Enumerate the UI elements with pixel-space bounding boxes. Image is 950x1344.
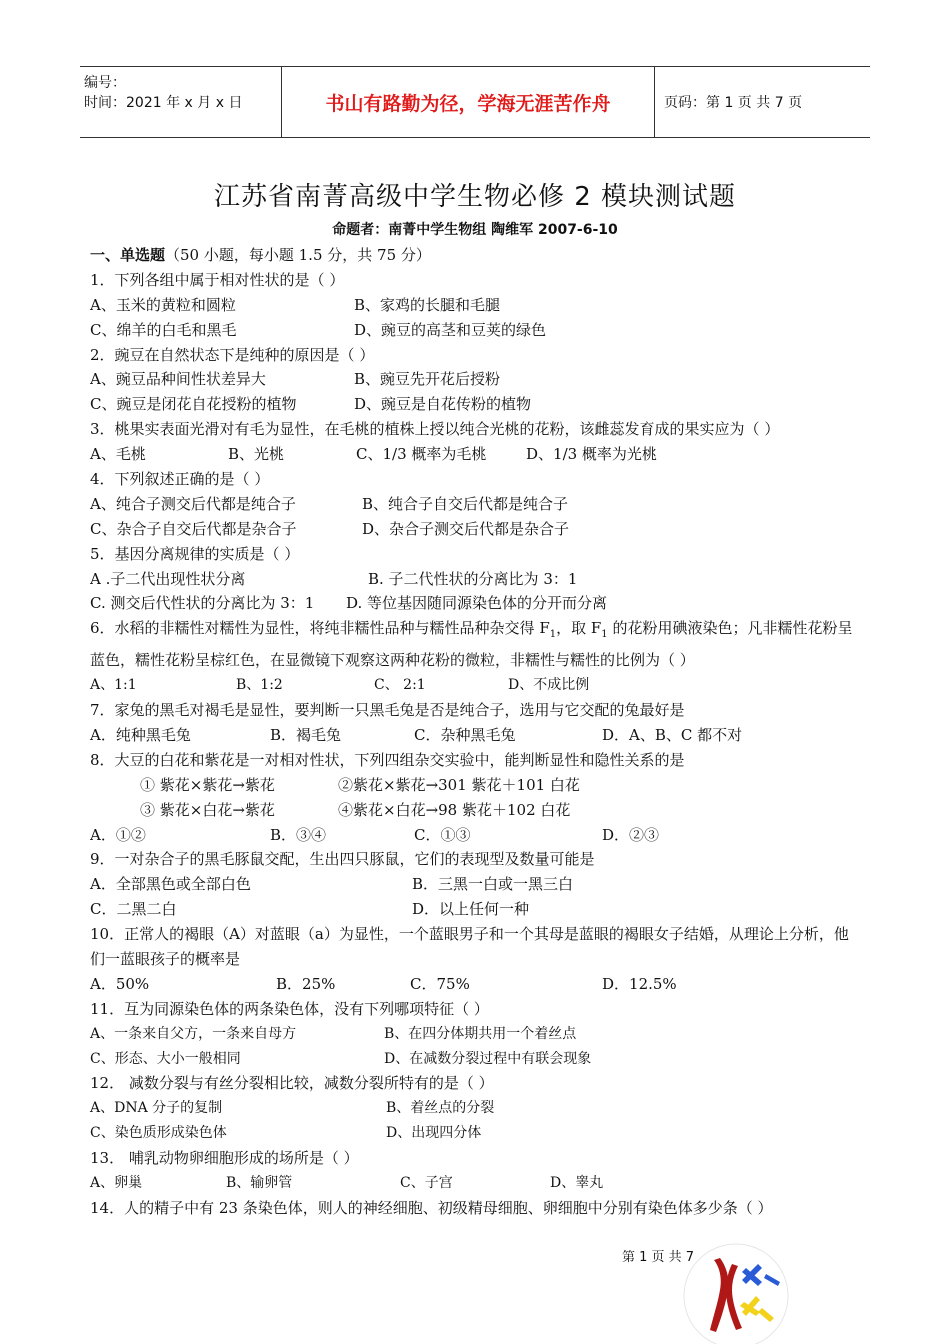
option-d: D、豌豆是自花传粉的植物 (354, 395, 532, 414)
options-row (90, 517, 862, 542)
option-c: C．杂种黑毛兔 (414, 725, 516, 744)
options-row (90, 591, 862, 616)
option-a: A、一条来自父方，一条来自母方 (90, 1025, 297, 1042)
page-info: 页码：第 1 页 共 7 页 (664, 95, 803, 111)
option-a: A .子二代出现性状分离 (90, 569, 246, 588)
options-row (90, 318, 862, 343)
cross-1: ① 紫花×紫花→紫花 (140, 775, 275, 794)
options-row (90, 293, 862, 318)
header-table (80, 66, 870, 138)
options-row (90, 1171, 862, 1196)
option-d: D、豌豆的高茎和豆荚的绿色 (354, 320, 547, 339)
option-b: B、输卵管 (226, 1175, 293, 1192)
option-b: B. 子二代性状的分离比为 3：1 (368, 569, 578, 588)
question-9: 9．一对杂合子的黑毛豚鼠交配，生出四只豚鼠，它们的表现型及数量可能是 (90, 850, 595, 869)
option-c: C、子宫 (400, 1175, 453, 1192)
option-d: D、1/3 概率为光桃 (526, 445, 657, 464)
footer-page-number: 第 1 页 共 7 (622, 1250, 695, 1265)
option-b: B．三黑一白或一黑三白 (412, 875, 574, 894)
options-row (90, 367, 862, 392)
option-b: B、豌豆先开花后授粉 (354, 370, 501, 389)
option-c: C．75% (410, 974, 470, 993)
option-a: A、DNA 分子的复制 (90, 1100, 223, 1117)
question-8: 8．大豆的白花和紫花是一对相对性状，下列四组杂交实验中，能判断显性和隐性关系的是 (90, 750, 685, 769)
number-label: 编号： (84, 75, 126, 91)
option-b: B、着丝点的分裂 (386, 1100, 495, 1117)
option-b: B、1:2 (236, 677, 283, 694)
options-row (90, 492, 862, 517)
question-11: 11．互为同源染色体的两条染色体，没有下列哪项特征（ ） (90, 999, 489, 1018)
option-c: C、染色质形成染色体 (90, 1125, 227, 1142)
chromosome-logo-icon (676, 1238, 792, 1344)
option-b: B、光桃 (228, 445, 285, 464)
question-list (90, 243, 862, 1221)
option-c: C、形态、大小一般相同 (90, 1050, 241, 1067)
option-b: B、在四分体期共用一个着丝点 (384, 1025, 577, 1042)
question-5: 5．基因分离规律的实质是（ ） (90, 544, 300, 563)
option-d: D、在减数分裂过程中有联会现象 (384, 1050, 592, 1067)
options-row (90, 872, 862, 897)
option-a: A．①② (90, 825, 146, 844)
option-a: A、毛桃 (90, 445, 146, 464)
author-line: 命题者：南菁中学生物组 陶维军 2007-6-10 (332, 222, 618, 238)
options-row (90, 442, 862, 467)
option-a: A、豌豆品种间性状差异大 (90, 370, 266, 389)
option-a: A、玉米的黄粒和圆粒 (90, 295, 236, 314)
option-d: D、杂合子测交后代都是杂合子 (362, 519, 570, 538)
option-b: B．25% (276, 974, 336, 993)
options-row (90, 823, 862, 848)
date-label: 时间：2021 年 x 月 x 日 (84, 95, 243, 111)
option-d: D、出现四分体 (386, 1125, 482, 1142)
option-d: D．12.5% (602, 974, 677, 993)
question-7: 7．家兔的黑毛对褐毛是显性，要判断一只黑毛兔是否是纯合子，选用与它交配的兔最好是 (90, 701, 685, 720)
question-4: 4．下列叙述正确的是（ ） (90, 470, 270, 489)
option-c: C、绵羊的白毛和黑毛 (90, 320, 237, 339)
option-b: B．③④ (270, 825, 327, 844)
options-row (90, 1047, 862, 1072)
option-d: D．A、B、C 都不对 (602, 725, 743, 744)
option-a: A、纯合子测交后代都是纯合子 (90, 494, 296, 513)
options-row (90, 723, 862, 748)
question-10: 10．正常人的褐眼（A）对蓝眼（a）为显性，一个蓝眼男子和一个其母是蓝眼的褐眼女子结婚，从理论上分析，他们一蓝眼孩子的概率是 (90, 925, 849, 968)
option-a: A．50% (90, 974, 150, 993)
option-d: D. 等位基因随同源染色体的分开而分离 (346, 594, 608, 613)
option-a: A．纯种黑毛兔 (90, 725, 191, 744)
page-title: 江苏省南菁高级中学生物必修 2 模块测试题 (213, 182, 737, 212)
options-row (90, 567, 862, 592)
question-3: 3．桃果实表面光滑对有毛为显性，在毛桃的植株上授以纯合光桃的花粉，该雌蕊发育成的果实应为（ ） (90, 420, 780, 439)
option-b: B、纯合子自交后代都是纯合子 (362, 494, 569, 513)
option-b: B．褐毛兔 (270, 725, 342, 744)
question-13: 13． 哺乳动物卵细胞形成的场所是（ ） (90, 1149, 359, 1168)
option-c: C、豌豆是闭花自花授粉的植物 (90, 395, 297, 414)
question-6: 6．水稻的非糯性对糯性为显性，将纯非糯性品种与糯性品种杂交得 $F_1$，取 $F_1$ 的花粉用碘液染色；凡非糯性花粉呈蓝色，糯性花粉呈棕红色，在显微镜下观察这两种花粉的微粒，非糯性与糯性的比例为（ ） (90, 619, 853, 670)
cross-4: ④紫花×白花→98 紫花＋102 白花 (338, 800, 571, 819)
option-a: A、1:1 (90, 677, 137, 694)
cross-3: ③ 紫花×白花→紫花 (140, 800, 275, 819)
option-c: C. 测交后代性状的分离比为 3：1 (90, 594, 315, 613)
options-row (90, 1022, 862, 1047)
options-row (90, 392, 862, 417)
option-c: C、杂合子自交后代都是杂合子 (90, 519, 297, 538)
option-a: A、卵巢 (90, 1175, 143, 1192)
options-row (90, 972, 862, 997)
option-a: A．全部黑色或全部白色 (90, 875, 251, 894)
header-info-cell (80, 67, 282, 137)
options-row (90, 1121, 862, 1146)
option-c: C．①③ (414, 825, 471, 844)
option-d: D、不成比例 (508, 677, 590, 694)
options-row (90, 673, 862, 698)
option-d: D．以上任何一种 (412, 900, 530, 919)
question-1: 1．下列各组中属于相对性状的是（ ） (90, 270, 345, 289)
question-2: 2．豌豆在自然状态下是纯种的原因是（ ） (90, 345, 375, 364)
question-14: 14．人的精子中有 23 条染色体，则人的神经细胞、初级精母细胞、卵细胞中分别有染色体多少条（ ） (90, 1198, 773, 1217)
option-c: C、1/3 概率为毛桃 (356, 445, 487, 464)
option-d: D．②③ (602, 825, 660, 844)
option-c: C．二黑二白 (90, 900, 177, 919)
cross-2: ②紫花×紫花→301 紫花＋101 白花 (338, 775, 580, 794)
option-d: D、睾丸 (550, 1175, 604, 1192)
question-12: 12． 减数分裂与有丝分裂相比较，减数分裂所特有的是（ ） (90, 1074, 494, 1093)
motto: 书山有路勤为径，学海无涯苦作舟 (282, 67, 655, 137)
section-heading: 一、单选题（50 小题，每小题 1.5 分，共 75 分） (90, 246, 431, 264)
cross-row (90, 798, 862, 823)
option-c: C、 2:1 (374, 677, 426, 694)
options-row (90, 897, 862, 922)
options-row (90, 1096, 862, 1121)
option-b: B、家鸡的长腿和毛腿 (354, 295, 501, 314)
cross-row (90, 773, 862, 798)
